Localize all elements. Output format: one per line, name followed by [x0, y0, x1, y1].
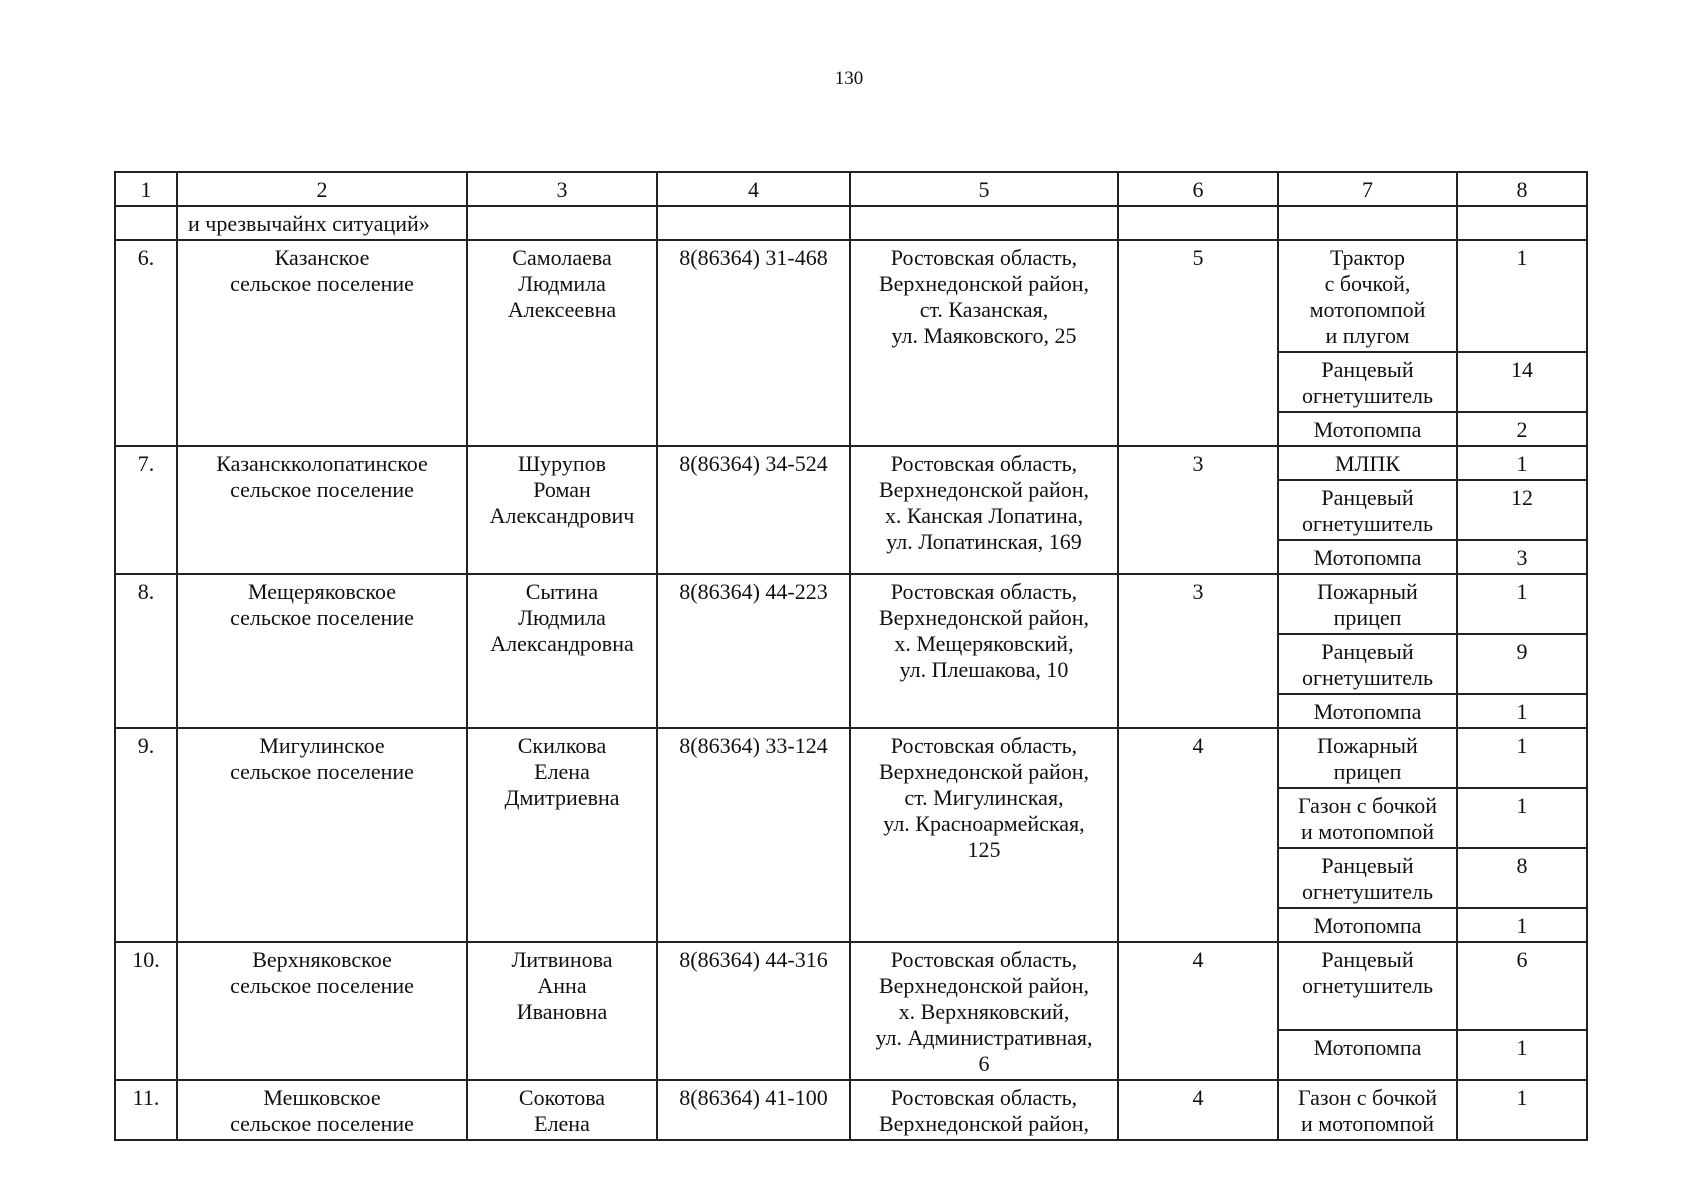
continuation-row: [115, 206, 1587, 240]
contact-person: Шурупов Роман Александрович: [467, 446, 657, 574]
row-number: 6.: [115, 240, 177, 446]
table-row: [115, 728, 1587, 788]
row-number: 10.: [115, 942, 177, 1080]
equipment-name: Газон с бочкой и мотопомпой: [1278, 788, 1457, 848]
equipment-quantity: 1: [1457, 574, 1587, 634]
equipment-quantity: 1: [1457, 728, 1587, 788]
equipment-table: [114, 171, 1588, 1141]
people-count: 4: [1118, 1080, 1278, 1140]
column-number: 4: [657, 172, 850, 206]
row-number: 8.: [115, 574, 177, 728]
equipment-quantity: 1: [1457, 694, 1587, 728]
equipment-quantity: 12: [1457, 480, 1587, 540]
phone-number: 8(86364) 34-524: [657, 446, 850, 574]
row-number: 7.: [115, 446, 177, 574]
equipment-name: Ранцевый огнетушитель: [1278, 942, 1457, 1030]
contact-person: Литвинова Анна Ивановна: [467, 942, 657, 1080]
equipment-quantity: 1: [1457, 1030, 1587, 1080]
equipment-name: Ранцевый огнетушитель: [1278, 848, 1457, 908]
equipment-name: Ранцевый огнетушитель: [1278, 352, 1457, 412]
equipment-quantity: 1: [1457, 1080, 1587, 1140]
equipment-quantity: 9: [1457, 634, 1587, 694]
column-number: 7: [1278, 172, 1457, 206]
settlement-name: Казанскколопатинское сельское поселение: [177, 446, 467, 574]
equipment-name: Мотопомпа: [1278, 1030, 1457, 1080]
equipment-quantity: 3: [1457, 540, 1587, 574]
settlement-name: Мешковское сельское поселение: [177, 1080, 467, 1140]
equipment-quantity: 8: [1457, 848, 1587, 908]
people-count: 5: [1118, 240, 1278, 446]
equipment-name: Пожарный прицеп: [1278, 728, 1457, 788]
continuation-text: и чрезвычайнх ситуаций»: [177, 206, 467, 240]
table-row: [115, 574, 1587, 634]
settlement-name: Верхняковское сельское поселение: [177, 942, 467, 1080]
equipment-name: Пожарный прицеп: [1278, 574, 1457, 634]
equipment-quantity: 14: [1457, 352, 1587, 412]
equipment-quantity: 6: [1457, 942, 1587, 1030]
phone-number: 8(86364) 33-124: [657, 728, 850, 942]
column-number: 8: [1457, 172, 1587, 206]
table-row: [115, 446, 1587, 480]
equipment-name: Мотопомпа: [1278, 694, 1457, 728]
equipment-name: МЛПК: [1278, 446, 1457, 480]
people-count: 4: [1118, 942, 1278, 1080]
address: Ростовская область, Верхнедонской район, х. Верхняковский, ул. Административная, 6: [850, 942, 1118, 1080]
column-number: 6: [1118, 172, 1278, 206]
people-count: 3: [1118, 574, 1278, 728]
address: Ростовская область, Верхнедонской район, х. Мещеряковский, ул. Плешакова, 10: [850, 574, 1118, 728]
column-number: 1: [115, 172, 177, 206]
equipment-quantity: 1: [1457, 788, 1587, 848]
settlement-name: Мигулинское сельское поселение: [177, 728, 467, 942]
equipment-name: Мотопомпа: [1278, 908, 1457, 942]
equipment-name: Мотопомпа: [1278, 540, 1457, 574]
equipment-name: Газон с бочкой и мотопомпой: [1278, 1080, 1457, 1140]
address: Ростовская область, Верхнедонской район, х. Канская Лопатина, ул. Лопатинская, 169: [850, 446, 1118, 574]
phone-number: 8(86364) 44-223: [657, 574, 850, 728]
equipment-name: Трактор с бочкой, мотопомпой и плугом: [1278, 240, 1457, 352]
row-number: 11.: [115, 1080, 177, 1140]
settlement-name: Мещеряковское сельское поселение: [177, 574, 467, 728]
contact-person: Самолаева Людмила Алексеевна: [467, 240, 657, 446]
table-row: [115, 240, 1587, 352]
equipment-quantity: 1: [1457, 908, 1587, 942]
address: Ростовская область, Верхнедонской район,: [850, 1080, 1118, 1140]
address: Ростовская область, Верхнедонской район, ст. Казанская, ул. Маяковского, 25: [850, 240, 1118, 446]
address: Ростовская область, Верхнедонской район, ст. Мигулинская, ул. Красноармейская, 125: [850, 728, 1118, 942]
table-row: [115, 1080, 1587, 1140]
equipment-quantity: 1: [1457, 446, 1587, 480]
equipment-quantity: 1: [1457, 240, 1587, 352]
equipment-name: Ранцевый огнетушитель: [1278, 634, 1457, 694]
column-number: 5: [850, 172, 1118, 206]
contact-person: Скилкова Елена Дмитриевна: [467, 728, 657, 942]
phone-number: 8(86364) 31-468: [657, 240, 850, 446]
page-number: 130: [834, 68, 864, 89]
column-number: 2: [177, 172, 467, 206]
people-count: 3: [1118, 446, 1278, 574]
row-number: 9.: [115, 728, 177, 942]
people-count: 4: [1118, 728, 1278, 942]
table-row: [115, 942, 1587, 1030]
phone-number: 8(86364) 44-316: [657, 942, 850, 1080]
contact-person: Сокотова Елена: [467, 1080, 657, 1140]
column-number-row: [115, 172, 1587, 206]
equipment-name: Ранцевый огнетушитель: [1278, 480, 1457, 540]
contact-person: Сытина Людмила Александровна: [467, 574, 657, 728]
column-number: 3: [467, 172, 657, 206]
phone-number: 8(86364) 41-100: [657, 1080, 850, 1140]
equipment-quantity: 2: [1457, 412, 1587, 446]
equipment-name: Мотопомпа: [1278, 412, 1457, 446]
settlement-name: Казанское сельское поселение: [177, 240, 467, 446]
